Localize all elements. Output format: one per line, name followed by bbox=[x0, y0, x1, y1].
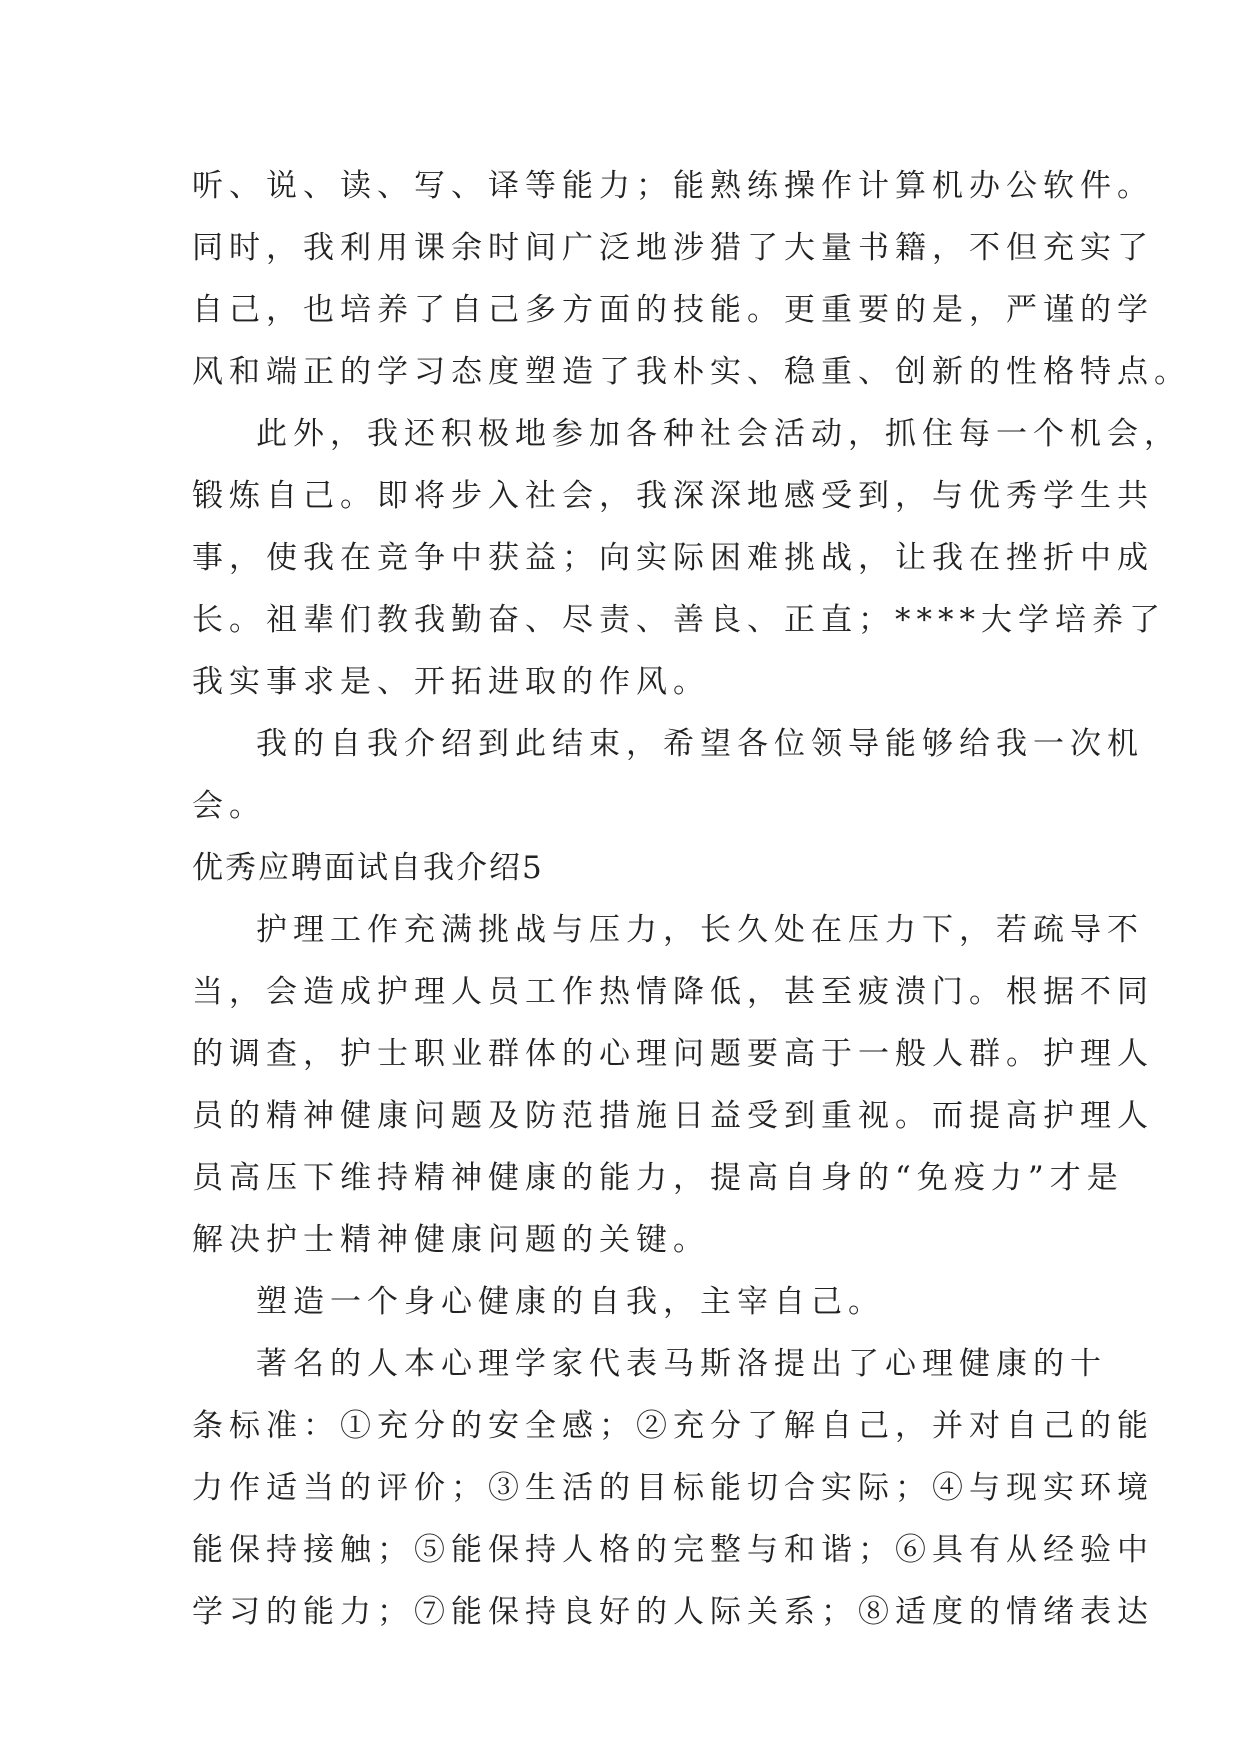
text-line: 锻炼自己。即将步入社会，我深深地感受到，与优秀学生共 bbox=[192, 478, 1154, 514]
text-line: 力作适当的评价；③生活的目标能切合实际；④与现实环境 bbox=[192, 1470, 1154, 1506]
text-line: 护理工作充满挑战与压力，长久处在压力下，若疏导不 bbox=[256, 912, 1144, 948]
paragraph bbox=[192, 403, 1181, 713]
text-line: 的调查，护士职业群体的心理问题要高于一般人群。护理人 bbox=[192, 1036, 1154, 1072]
text-line: 员的精神健康问题及防范措施日益受到重视。而提高护理人 bbox=[192, 1098, 1154, 1134]
text-line: 我实事求是、开拓进取的作风。 bbox=[192, 664, 710, 700]
text-line: 听、说、读、写、译等能力；能熟练操作计算机办公软件。 bbox=[192, 168, 1154, 204]
text-line: 此外，我还积极地参加各种社会活动，抓住每一个机会， bbox=[256, 416, 1181, 452]
document-body bbox=[192, 155, 1191, 1643]
text-line: 著名的人本心理学家代表马斯洛提出了心理健康的十 bbox=[256, 1346, 1107, 1382]
paragraph bbox=[192, 899, 1154, 1271]
text-line: 会。 bbox=[192, 788, 266, 824]
text-line: 解决护士精神健康问题的关键。 bbox=[192, 1222, 710, 1258]
paragraph bbox=[192, 1333, 1154, 1643]
text-line: 塑造一个身心健康的自我，主宰自己。 bbox=[256, 1284, 885, 1320]
text-line: 风和端正的学习态度塑造了我朴实、稳重、创新的性格特点。 bbox=[192, 354, 1191, 390]
section-heading bbox=[192, 837, 1054, 899]
text-line: 我的自我介绍到此结束，希望各位领导能够给我一次机 bbox=[256, 726, 1144, 762]
text-line: 长。祖辈们教我勤奋、尽责、善良、正直；****大学培养了 bbox=[192, 602, 1166, 638]
text-line: 当，会造成护理人员工作热情降低，甚至疲溃门。根据不同 bbox=[192, 974, 1154, 1010]
paragraph bbox=[192, 155, 1191, 403]
text-line: 同时，我利用课余时间广泛地涉猎了大量书籍，不但充实了 bbox=[192, 230, 1154, 266]
text-line: 自己，也培养了自己多方面的技能。更重要的是，严谨的学 bbox=[192, 292, 1154, 328]
paragraph bbox=[192, 713, 1144, 837]
text-line: 条标准：①充分的安全感；②充分了解自己，并对自己的能 bbox=[192, 1408, 1154, 1444]
text-line: 能保持接触；⑤能保持人格的完整与和谐；⑥具有从经验中 bbox=[192, 1532, 1154, 1568]
section-heading-text: 优秀应聘面试自我介绍5 bbox=[192, 850, 544, 886]
paragraph bbox=[192, 1271, 1054, 1333]
text-line: 员高压下维持精神健康的能力，提高自身的“免疫力”才是 bbox=[192, 1160, 1124, 1196]
text-line: 学习的能力；⑦能保持良好的人际关系；⑧适度的情绪表达 bbox=[192, 1594, 1154, 1630]
text-line: 事，使我在竞争中获益；向实际困难挑战，让我在挫折中成 bbox=[192, 540, 1154, 576]
